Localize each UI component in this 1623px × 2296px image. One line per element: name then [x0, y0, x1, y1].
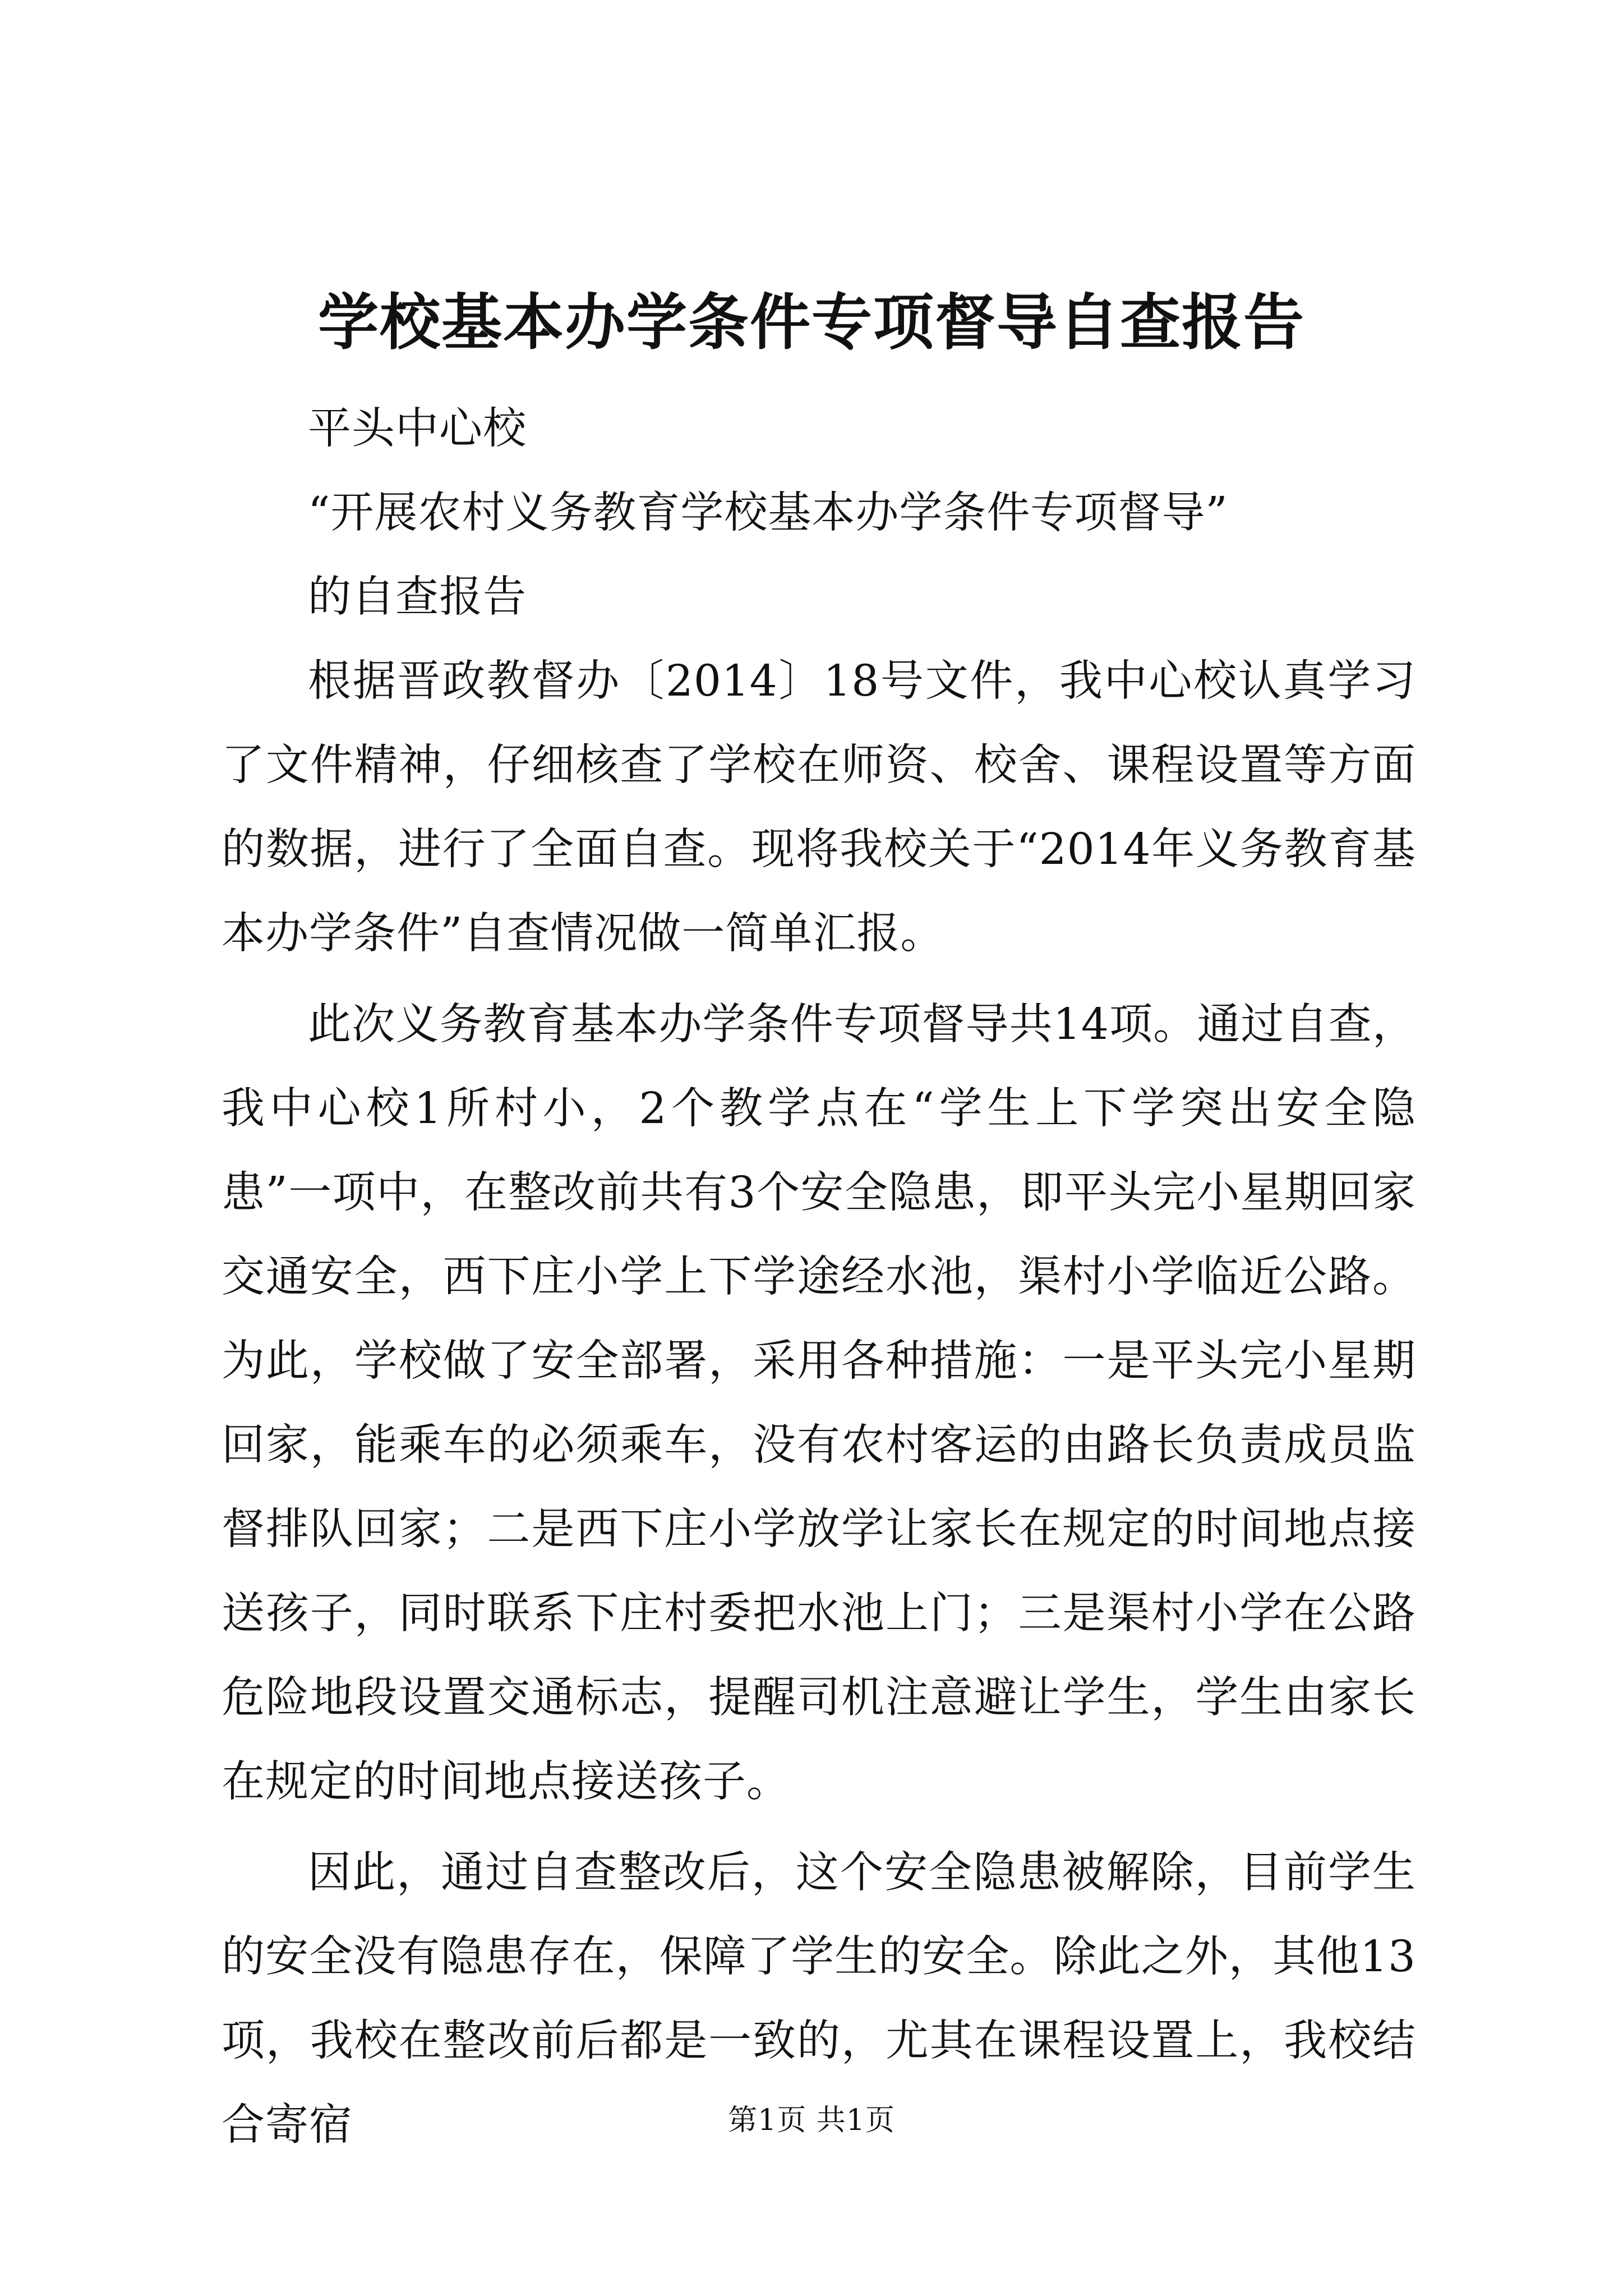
body-paragraph-3: 因此，通过自查整改后，这个安全隐患被解除，目前学生的安全没有隐患存在，保障了学生的安全。除此之外，其他13项，我校在整改前后都是一致的，尤其在课程设置上，我校结合寄宿 — [222, 1848, 1416, 2150]
document-body — [222, 387, 1416, 2168]
school-name-line: 平头中心校 — [308, 404, 527, 454]
report-label-line: 的自查报告 — [308, 572, 527, 622]
page-number-footer: 第1页 共1页 — [728, 2104, 895, 2137]
body-paragraph-1: 根据晋政教督办〔2014〕18号文件，我中心校认真学习了文件精神，仔细核查了学校在师资、校舍、课程设置等方面的数据，进行了全面自查。现将我校关于“2014年义务教育基本办学条件”自查情况做一简单汇报。 — [222, 656, 1416, 959]
report-subject-line: “开展农村义务教育学校基本办学条件专项督导” — [308, 488, 1228, 538]
document-title: 学校基本办学条件专项督导自查报告 — [317, 287, 1305, 358]
body-paragraph-2: 此次义务教育基本办学条件专项督导共14项。通过自查，我中心校1所村小，2个教学点在“学生上下学突出安全隐患”一项中，在整改前共有3个安全隐患，即平头完小星期回家交通安全，西下庄小学上下学途经水池，渠村小学临近公路。为此，学校做了安全部署，采用各种措施：一是平头完小星期回家，能乘车的必须乘车，没有农村客运的由路长负责成员监督排队回家；二是西下庄小学放学让家长在规定的时间地点接送孩子，同时联系下庄村委把水池上门；三是渠村小学在公路危险地段设置交通标志，提醒司机注意避让学生，学生由家长在规定的时间地点接送孩子。 — [222, 1000, 1416, 1807]
